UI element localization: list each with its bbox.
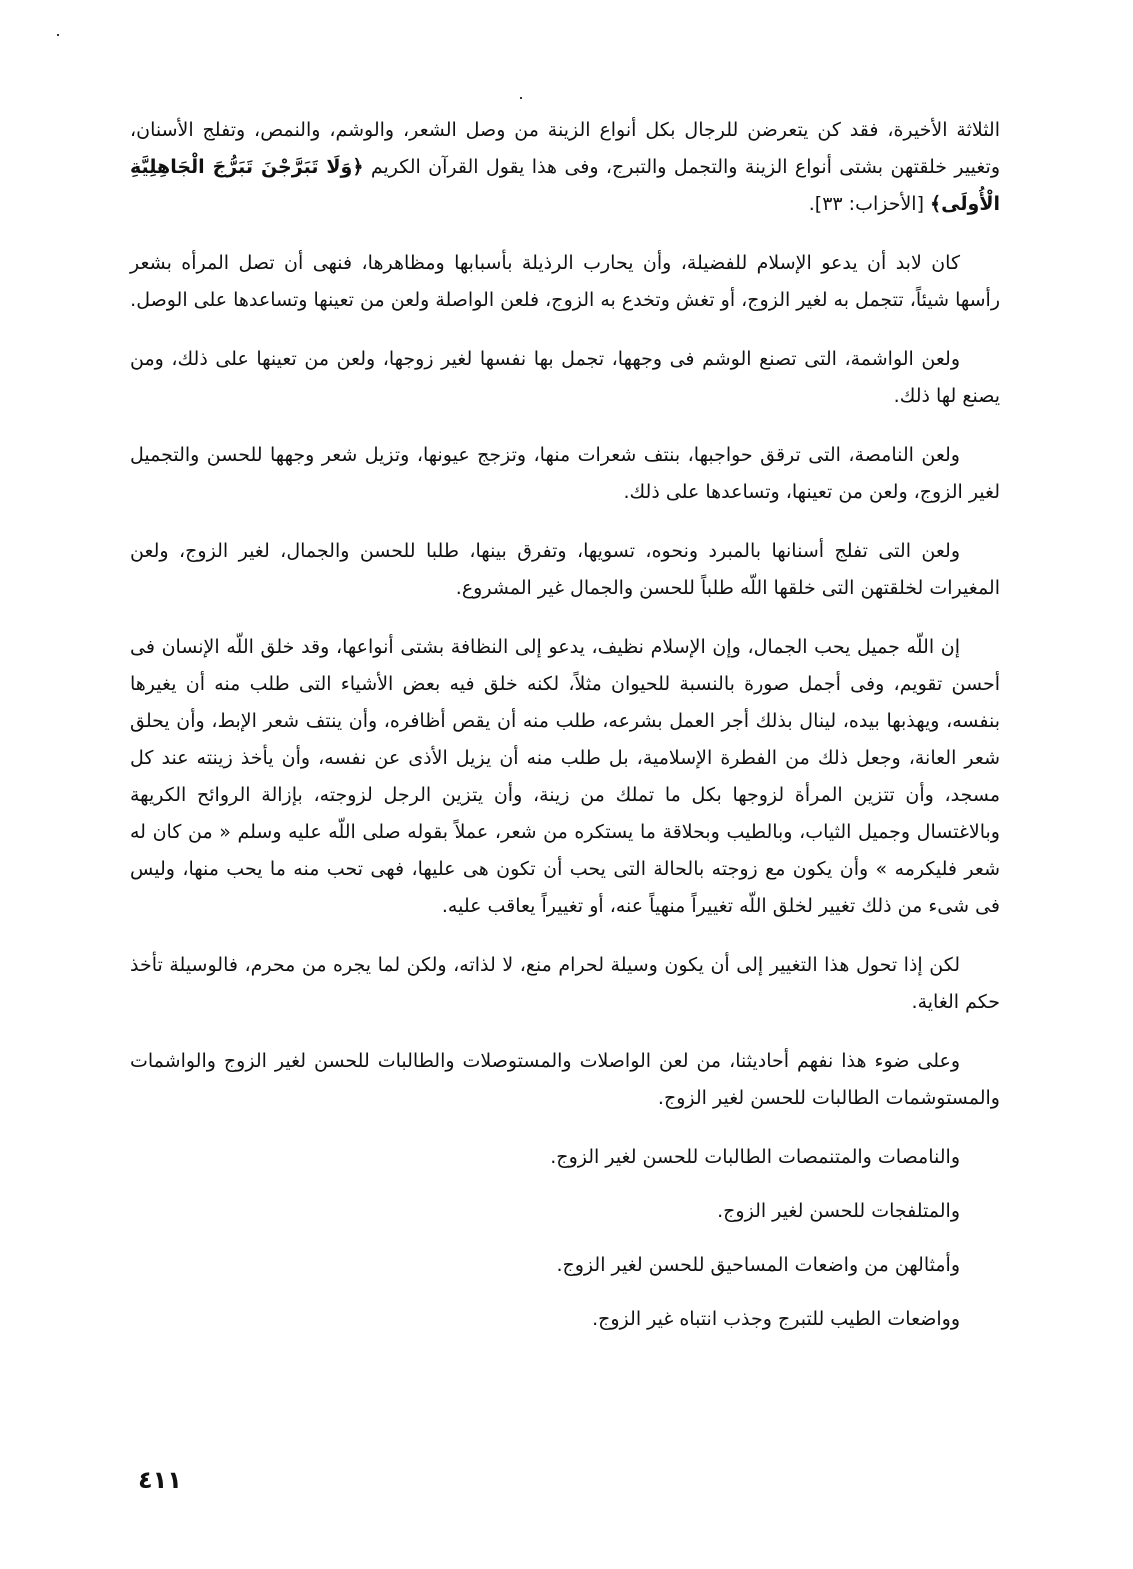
- list-line: وواضعات الطيب للتبرج وجذب انتباه غير الزوج.: [592, 1308, 960, 1330]
- paragraph-1: [130, 112, 1000, 223]
- list-line: وأمثالهن من واضعات المساحيق للحسن لغير الزوج.: [556, 1254, 960, 1276]
- scan-speck: [520, 97, 522, 99]
- paragraph-7: لكن إذا تحول هذا التغيير إلى أن يكون وسيلة لحرام منع، لا لذاته، ولكن لما يجره من محرم، فالوسيلة تأخذ حكم الغاية.: [130, 954, 1000, 1013]
- verse-citation: [الأحزاب: ٣٣].: [808, 193, 931, 215]
- paragraph-6: إن اللّه جميل يحب الجمال، وإن الإسلام نظيف، يدعو إلى النظافة بشتى أنواعها، وقد خلق اللّه الإنسان فى أحسن تقويم، وفى أجمل صورة بالنسبة للحيوان مثلاً، لكنه خلق فيه بعض الأشياء التى طلب منه أن يغيرها بنفسه، ويهذبها بيده، لينال بذلك أجر العمل بشرعه، طلب منه أن يقص أظافره، وأن ينتف شعر الإبط، وأن يحلق شعر العانة، وجعل ذلك من الفطرة الإسلامية، بل طلب منه أن يزيل الأذى عن نفسه، وأن يأخذ زينته عند كل مسجد، وأن تتزين المرأة لزوجها بكل ما تملك من زينة، وأن يتزين الرجل لزوجته، بإزالة الروائح الكريهة وبالاغتسال وجميل الثياب، وبالطيب وبحلاقة ما يستكره من شعر، عملاً بقوله صلى اللّه عليه وسلم « من كان له شعر فليكرمه » وأن يكون مع زوجته بالحالة التى يحب أن تكون هى عليها، فهى تحب منه ما يحب منها، وليس فى شىء من ذلك تغيير لخلق اللّه تغييراً منهياً عنه، أو تغييراً يعاقب عليه.: [130, 636, 1000, 917]
- scan-speck: [57, 34, 59, 36]
- paragraph-8: وعلى ضوء هذا نفهم أحاديثنا، من لعن الواصلات والمستوصلات والطالبات للحسن لغير الزوج والواشمات والمستوشمات الطالبات للحسن لغير الزوج.: [130, 1050, 1000, 1109]
- paragraph-5: ولعن التى تفلج أسنانها بالمبرد ونحوه، تسويها، وتفرق بينها، طلبا للحسن والجمال، لغير الزوج، ولعن المغيرات لخلقتهن التى خلقها اللّه طلباً للحسن والجمال غير المشروع.: [130, 540, 1000, 599]
- paragraph-1-text: الثلاثة الأخيرة، فقد كن يتعرضن للرجال بكل أنواع الزينة من وصل الشعر، والوشم، والنمص، وتفلج الأسنان، وتغيير خلقتهن بشتى أنواع الزينة والتجمل والتبرج، وفى هذا يقول القرآن الكريم: [130, 119, 1000, 178]
- list-line: والمتلفجات للحسن لغير الزوج.: [717, 1200, 960, 1222]
- list-line: والنامصات والمتنمصات الطالبات للحسن لغير الزوج.: [550, 1146, 960, 1168]
- body-text: [130, 112, 1000, 1355]
- paragraph-4: ولعن النامصة، التى ترقق حواجبها، بنتف شعرات منها، وتزجج عيونها، وتزيل شعر وجهها للحسن والتجميل لغير الزوج، ولعن من تعينها، وتساعدها على ذلك.: [130, 444, 1000, 503]
- paragraph-2: كان لابد أن يدعو الإسلام للفضيلة، وأن يحارب الرذيلة بأسبابها ومظاهرها، فنهى أن تصل المرأه بشعر رأسها شيئاً، تتجمل به لغير الزوج، أو تغش وتخدع به الزوج، فلعن الواصلة ولعن من تعينها وتساعدها على الوصل.: [130, 252, 1000, 311]
- paragraph-3: ولعن الواشمة، التى تصنع الوشم فى وجهها، تجمل بها نفسها لغير زوجها، ولعن من تعينها على ذلك، ومن يصنع لها ذلك.: [130, 348, 1000, 407]
- quran-verse: ﴿وَلَا تَبَرَّجْنَ تَبَرُّجَ الْجَاهِلِيَّةِ الْأُولَى﴾: [130, 156, 1000, 215]
- page-number: ٤١١: [138, 1466, 182, 1494]
